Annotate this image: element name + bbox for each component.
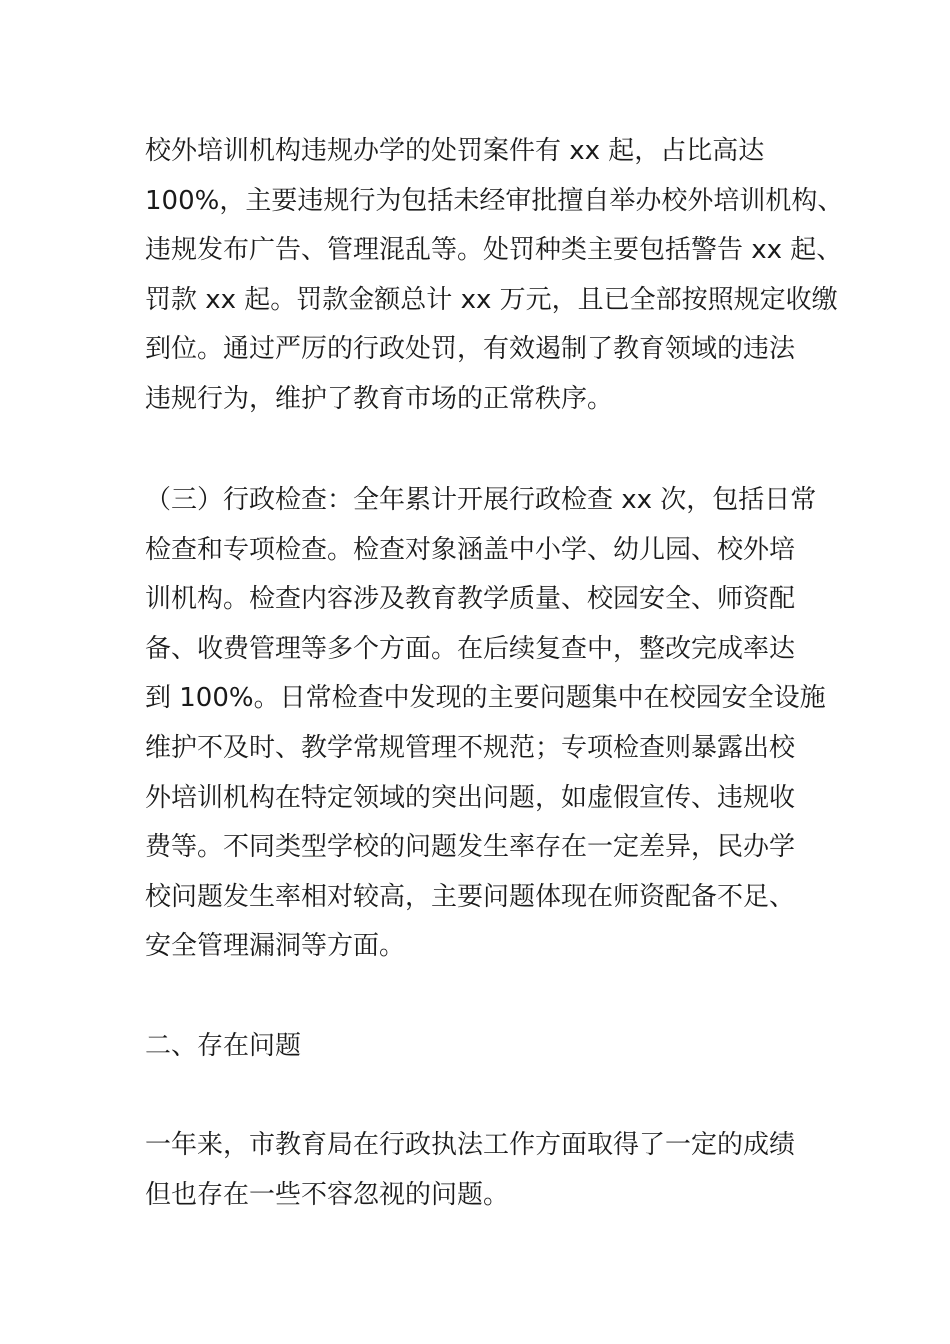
text-line: 违规行为，维护了教育市场的正常秩序。 xyxy=(145,383,614,414)
text-line: 检查和专项检查。检查对象涵盖中小学、幼儿园、校外培 xyxy=(145,534,796,565)
text-line: 违规发布广告、管理混乱等。处罚种类主要包括警告 xx 起、 xyxy=(145,235,843,266)
paragraph-intro-problems xyxy=(145,1121,815,1220)
paragraph-administrative-inspection xyxy=(145,476,826,972)
text-line: 校外培训机构违规办学的处罚案件有 xx 起，占比高达 xyxy=(145,136,765,166)
text-line: 100%，主要违规行为包括未经审批擅自举办校外培训机构、 xyxy=(145,185,844,216)
text-line: 费等。不同类型学校的问题发生率存在一定差异，民办学 xyxy=(145,832,796,863)
text-line: 训机构。检查内容涉及教育教学质量、校园安全、师资配 xyxy=(145,584,796,615)
text-line: （三）行政检查：全年累计开展行政检查 xx 次，包括日常 xyxy=(145,485,817,515)
text-line: 安全管理漏洞等方面。 xyxy=(145,931,406,962)
text-line: 但也存在一些不容忽视的问题。 xyxy=(145,1179,510,1210)
text-line: 罚款 xx 起。罚款金额总计 xx 万元，且已全部按照规定收缴 xyxy=(145,284,838,315)
text-line: 一年来，市教育局在行政执法工作方面取得了一定的成绩 xyxy=(145,1130,796,1160)
text-line: 外培训机构在特定领域的突出问题，如虚假宣传、违规收 xyxy=(145,782,796,813)
text-line: 校问题发生率相对较高，主要问题体现在师资配备不足、 xyxy=(145,881,796,912)
paragraph-penalty-cases xyxy=(145,127,844,425)
text-line: 到位。通过严厉的行政处罚，有效遏制了教育领域的违法 xyxy=(145,334,796,365)
heading-text: 二、存在问题 xyxy=(145,1031,302,1061)
text-line: 维护不及时、教学常规管理不规范；专项检查则暴露出校 xyxy=(145,732,796,763)
text-line: 到 100%。日常检查中发现的主要问题集中在校园安全设施 xyxy=(145,683,826,714)
section-heading xyxy=(145,1022,815,1072)
text-line: 备、收费管理等多个方面。在后续复查中，整改完成率达 xyxy=(145,633,796,664)
